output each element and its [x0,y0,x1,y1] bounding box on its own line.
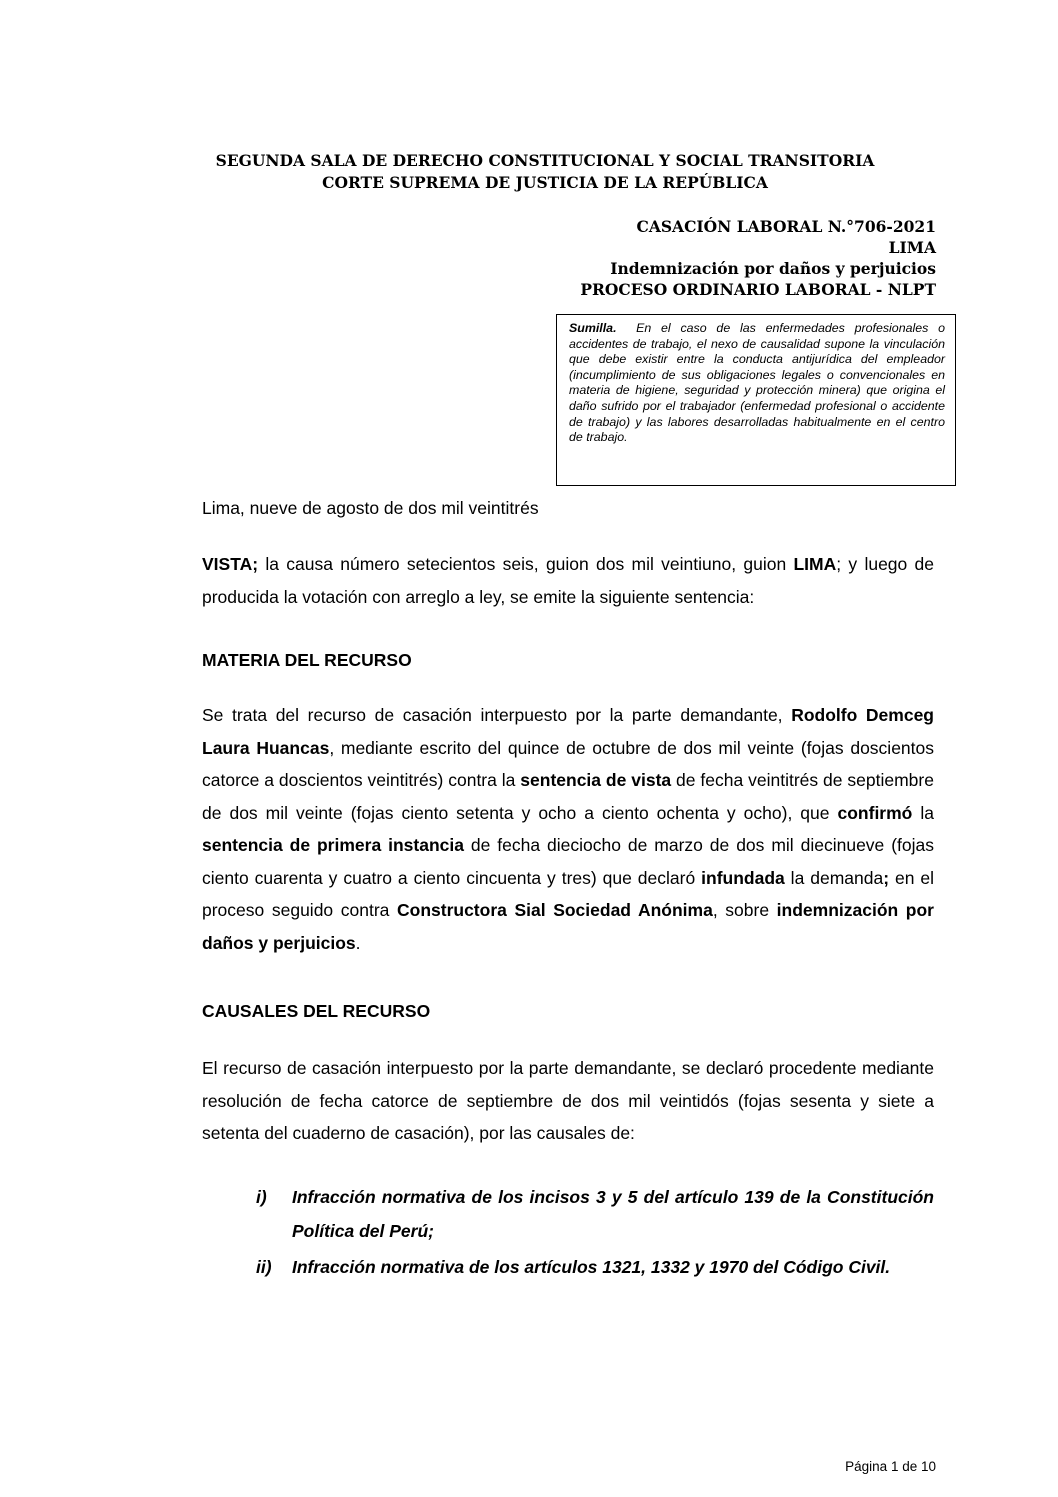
materia-bold: confirmó [837,802,913,823]
case-info [580,216,936,300]
materia-text: . [355,932,361,953]
causal-number: ii) [256,1257,272,1277]
heading-causales: CAUSALES DEL RECURSO [202,1001,431,1021]
causal-text: Infracción normativa de los artículos 1321, 1332 y 1970 del Código Civil. [292,1257,891,1277]
materia-text: , mediante escrito del quince de octubre de dos mil veinte (fojas doscientos catorce a doscientos veintitrés) contra la [202,737,935,790]
sumilla-box [556,314,956,486]
vista-place: LIMA [793,554,837,574]
heading-materia: MATERIA DEL RECURSO [202,650,412,670]
court-line-1: SEGUNDA SALA DE DERECHO CONSTITUCIONAL Y SOCIAL TRANSITORIA [215,151,875,170]
sumilla-paragraph [569,321,945,446]
causal-item [256,1250,934,1284]
materia-text: en el proceso seguido contra [202,867,934,920]
materia-bold: sentencia de vista [520,770,672,790]
materia-bold: indemnización por daños y perjuicios [202,900,934,953]
date-line: Lima, nueve de agosto de dos mil veintitrés [202,498,539,518]
court-line-2: CORTE SUPREMA DE JUSTICIA DE LA REPÚBLICA [322,173,768,192]
vista-text-2: ; y luego de producida la votación con arreglo a ley, se emite la siguiente sentencia: [202,554,935,607]
causal-text: Infracción normativa de los incisos 3 y 5 del artículo 139 de la Constitución Política del Perú; [292,1187,934,1241]
court-header [150,150,940,194]
materia-text: de fecha veintitrés de septiembre de dos mil veinte (fojas ciento setenta y ocho a ciento ochenta y ocho), que [202,770,934,823]
case-number: CASACIÓN LABORAL N.°706-2021 [636,217,936,236]
vista-paragraph [202,548,934,613]
page-number: Página 1 de 10 [845,1459,936,1474]
causales-paragraph: El recurso de casación interpuesto por la parte demandante, se declaró procedente mediante resolución de fecha catorce de septiembre de dos mil veintidós (fojas sesenta y siete a setenta del cuaderno de casación), por las causales de: [202,1058,934,1143]
case-subject: Indemnización por daños y perjuicios [610,259,936,278]
materia-text: la [912,802,934,823]
materia-bold: infundada [701,867,785,888]
materia-bold: ; [883,867,890,888]
materia-text: Se trata del recurso de casación interpuesto por la parte demandante, [202,705,792,725]
sumilla-label: Sumilla. [569,321,617,335]
materia-text: de fecha dieciocho de marzo de dos mil diecinueve (fojas ciento cuarenta y cuatro a ciento cincuenta y tres) que declaró [202,835,934,888]
vista-lead: VISTA; [202,554,259,574]
sumilla-text: En el caso de las enfermedades profesionales o accidentes de trabajo, el nexo de causalidad supone la vinculación que debe existir entre la conducta antijurídica del empleador (incumplimiento de sus obligaciones legales o convencionales en materia de higiene, seguridad y protección minera) que origina el daño sufrido por el trabajador (enfermedad profesional o accidente de trabajo) y las labores desarrolladas habitualmente en el centro de trabajo. [569,321,945,445]
causal-number: i) [256,1187,267,1207]
defendant-name: Constructora Sial Sociedad Anónima [397,900,713,920]
materia-paragraph [202,699,934,959]
causal-item [256,1180,934,1248]
case-process: PROCESO ORDINARIO LABORAL - NLPT [580,280,936,299]
materia-bold: sentencia de primera instancia [202,835,464,855]
vista-text-1: la causa número setecientos seis, guion dos mil veintiuno, guion [258,554,794,574]
plaintiff-name: Rodolfo Demceg Laura Huancas [202,705,934,758]
case-city: LIMA [888,238,936,257]
materia-text: , sobre [712,900,777,920]
materia-text: la demanda [784,867,884,888]
